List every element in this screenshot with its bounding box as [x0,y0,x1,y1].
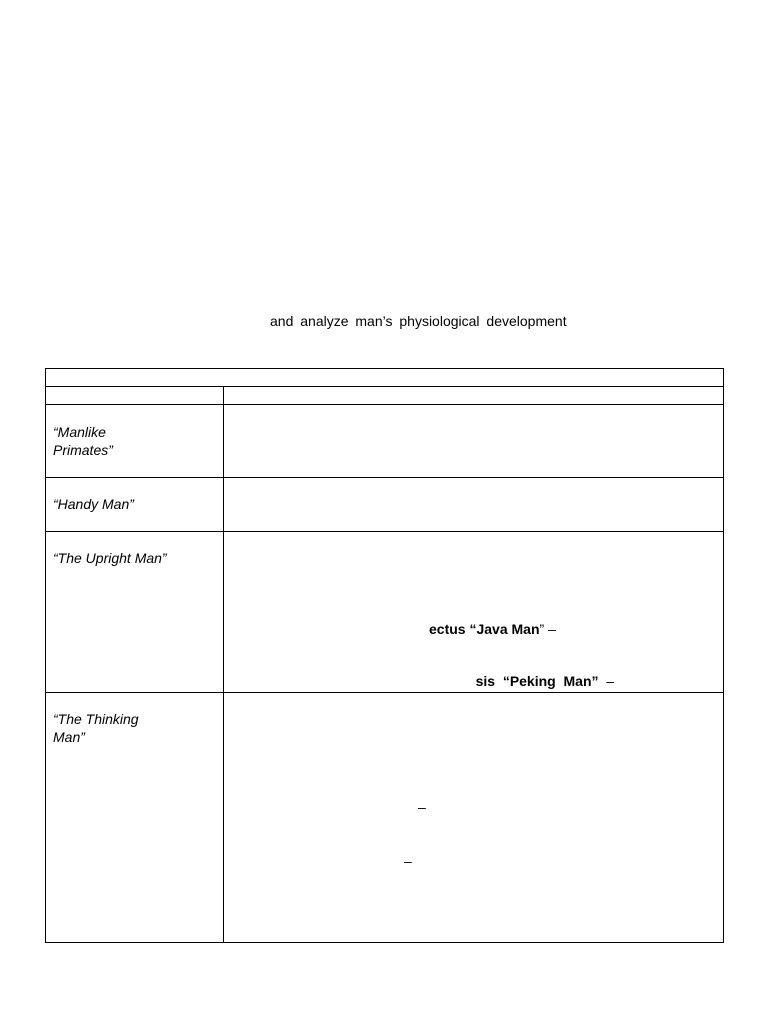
peking-man-name: “Peking Man” [502,673,599,689]
stage-label-manlike-primates [53,423,173,459]
stage-label-handy-man [53,495,173,513]
peking-man-line [460,657,614,705]
objective-text: and analyze man’s physiological development [270,313,567,329]
java-prefix: ectus [429,621,470,637]
stage-label-line: “Manlike [53,424,106,440]
java-man-line [429,621,556,637]
stage-label-thinking-man [53,710,173,746]
table-divider [46,404,723,405]
table-divider [46,531,723,532]
table-divider [46,692,723,693]
java-man-name: “Java Man [469,621,540,637]
stage-label-line: “The Upright Man” [53,550,167,566]
stage-label-line: “Handy Man” [53,496,134,512]
stage-label-line: Primates” [53,442,113,458]
thinking-dash-2: – [404,853,412,869]
column-divider [223,386,224,942]
table-divider [46,386,723,387]
peking-suffix: – [598,673,615,689]
stage-label-upright-man [53,549,173,567]
java-suffix: ” – [539,621,556,637]
table-divider [46,477,723,478]
thinking-dash-1: – [418,799,426,815]
stage-label-line: Man” [53,729,85,745]
peking-prefix: sis [475,673,503,689]
stage-label-line: “The Thinking [53,711,139,727]
evolution-table [45,368,724,943]
